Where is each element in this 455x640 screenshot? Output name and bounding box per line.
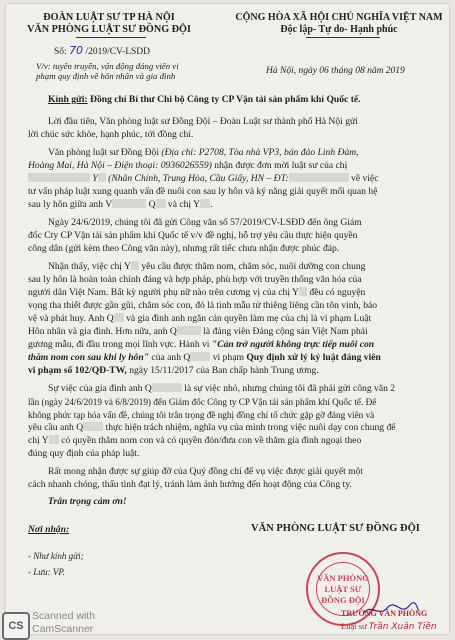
p2-line1 xyxy=(48,147,359,160)
name-prefix: Luật sư xyxy=(341,621,367,631)
number-prefix: Số: xyxy=(54,47,70,57)
p4-line6 xyxy=(28,326,368,339)
p4-text8c: vi phạm xyxy=(212,352,247,363)
p2-address: (Địa chỉ: P2708, Tòa nhà VP3, bán đảo Linh Đàm, xyxy=(161,147,359,158)
p4-text1b: yêu cầu được thăm nom, chăm sóc, nuôi dưỡng con chung xyxy=(141,261,366,272)
p4-text3b: đều có nguyện xyxy=(309,287,366,298)
seal-text: LUẬT SƯ xyxy=(324,583,362,594)
p4-text3: người dân Việt Nam. Bất kỳ người phụ nữ nào trên cương vị của chị Y xyxy=(28,287,299,298)
p4-quote: "Cản trở người không trực tiếp nuôi con xyxy=(211,339,375,350)
p6-line2: cách nhanh chóng, thấu tình đạt lý, tránh làm ảnh hưởng đến hoạt động của Công ty. xyxy=(28,479,352,490)
redaction xyxy=(289,173,349,182)
p3-line1: Ngày 24/6/2019, chúng tôi đã gửi Công văn số 57/2019/CV-LSĐD đến ông Giám xyxy=(48,217,362,228)
p2-text: Văn phòng luật sư Đồng Đội xyxy=(48,147,162,158)
p2-line4: tư vấn pháp luật xung quanh vấn đề nuôi con sau ly hôn và ký năng giải quyết mối quan hệ xyxy=(28,186,378,197)
p4-line1 xyxy=(48,261,365,274)
p4-line8 xyxy=(28,352,381,365)
p4-text5b: và gia đình anh ngăn cản quyền làm mẹ của chị là vi phạm Luật xyxy=(126,313,372,324)
camscanner-logo: CS xyxy=(2,612,30,640)
recipient-item: - Lưu: VP. xyxy=(28,567,65,577)
header-underline-right xyxy=(306,37,380,38)
p5-text4b: thực hiện trách nhiệm, nghĩa vụ của mình trong việc nuôi dạy con chung để xyxy=(105,422,396,433)
p5-line4 xyxy=(28,422,396,435)
p4-text5: vệ và phát huy. Anh Q xyxy=(28,313,114,324)
p5-line6: đúng quy định của pháp luật. xyxy=(28,448,140,459)
p2-phone: Hoàng Mai, Hà Nội – Điện thoại: 0936026559) xyxy=(28,160,212,171)
p2-line5: sau ly hôn giữa anh V Q và chị Y . xyxy=(28,199,213,210)
header-underline-left xyxy=(76,37,146,38)
greeting xyxy=(48,94,361,107)
p4-line9 xyxy=(28,365,319,378)
redaction xyxy=(190,352,210,361)
p4-text6: Hôn nhân và gia đình. Hơn nữa, anh Q xyxy=(28,326,177,337)
recipients-label: Nơi nhận: xyxy=(28,524,70,535)
redaction xyxy=(98,173,106,182)
document-date: Hà Nội, ngày 06 tháng 08 năm 2019 xyxy=(266,66,405,76)
subject-line-1: V/v: tuyên truyền, vận động đảng viên vi xyxy=(36,61,179,71)
scanner-watermark xyxy=(32,610,95,636)
p5-line2: lần (ngày 24/6/2019 và 6/8/2019) đến Giám đốc Công ty CP Vận tải sản phẩm khí Quốc tế. Để xyxy=(28,397,377,407)
number-suffix: /2019/CV-LSDD xyxy=(83,47,151,57)
p5-text5b: có quyền thăm nom con và có quyền đón/đưa con về thăm gia đình ngoại theo xyxy=(61,435,362,446)
national-title: CỘNG HÒA XÃ HỘI CHỦ NGHĨA VIỆT NAM xyxy=(235,12,443,23)
name-handwritten: Trần Xuân Tiền xyxy=(368,622,437,632)
p5-text1b: là sự việc nhỏ, nhưng chúng tôi đã phải gửi công văn 2 xyxy=(184,383,396,394)
p4-text8: của anh Q xyxy=(149,352,191,363)
law-office-name: VĂN PHÒNG LUẬT SƯ ĐỒNG ĐỘI xyxy=(27,24,191,35)
redaction xyxy=(28,173,90,182)
recipient-item: - Như kính gửi; xyxy=(28,551,84,561)
seal-text: ĐỒNG ĐỘI xyxy=(321,594,365,605)
greeting-recipient: Đồng chí Bí thư Chi bộ Công ty CP Vận tải sản phẩm khí Quốc tế. xyxy=(87,94,361,105)
p2-client-address: (Nhân Chính, Trung Hòa, Cầu Giấy, HN – ĐT: xyxy=(108,173,289,184)
redaction xyxy=(131,261,139,270)
p2-line2 xyxy=(28,160,347,173)
subject-line-2: phạm quy định về hôn nhân và gia đình xyxy=(36,71,176,81)
p5-line5 xyxy=(28,435,361,448)
p4-text: Nhận thấy, việc chị Y xyxy=(48,261,131,272)
redaction xyxy=(49,435,59,444)
document-page xyxy=(6,4,449,634)
p4-text7: gương mẫu, đi đầu trong mọi lĩnh vực. Hành vi xyxy=(28,339,212,350)
redaction xyxy=(112,199,146,208)
p2-line3 xyxy=(28,173,378,186)
redaction xyxy=(200,199,210,208)
handwritten-number: 70 xyxy=(69,44,84,57)
p4-line5 xyxy=(28,313,371,326)
p5-text: Sự việc của gia đình anh Q xyxy=(48,383,152,394)
p2-text5: sau ly hôn giữa anh V xyxy=(28,199,113,210)
signatory-name xyxy=(341,620,437,634)
p6-line1: Rất mong nhận được sự giúp đỡ của Quý đồng chí để vụ việc được giải quyết một xyxy=(48,466,364,477)
p4-text6b: là đảng viên Đảng cộng sản Việt Nam phải xyxy=(203,326,368,337)
p2-text6: và chị Y xyxy=(167,199,201,210)
national-motto: Độc lập- Tự do- Hạnh phúc xyxy=(280,24,398,35)
p5-line1 xyxy=(48,383,395,396)
signatory-title: TRƯỞNG VĂN PHÒNG xyxy=(341,609,428,618)
document-number xyxy=(54,44,150,57)
p4-line2: sau ly hôn là hoàn toàn chính đáng và hợp pháp, phù hợp với truyền thống văn hóa của xyxy=(28,274,362,285)
p4-quote-end: thăm nom con sau khi ly hôn" xyxy=(28,352,150,363)
p5-line3: không phức tạp hóa vấn đề, chúng tôi trân trọng đề nghị đồng chí tổ chức gặp gỡ đảng viên và xyxy=(28,410,375,420)
closing-thanks: Trân trọng cảm ơn! xyxy=(48,496,127,507)
redaction xyxy=(114,313,124,322)
p1-line2: lời chúc sức khỏe, hạnh phúc, tới đồng chí. xyxy=(28,129,194,140)
watermark-line: CamScanner xyxy=(32,623,94,635)
p4-line7 xyxy=(28,339,374,352)
p2-name-initial: Y xyxy=(92,173,98,184)
watermark-line: Scanned with xyxy=(32,610,96,622)
redaction xyxy=(156,199,166,208)
greeting-label: Kính gửi: xyxy=(48,94,88,105)
p3-line2: đốc Cty CP Vận tải sản phẩm khí Quốc tế v/v đề nghị, hỗ trợ yêu cầu thực hiện quyền xyxy=(28,230,358,241)
p4-regulation-number: vi phạm số 102/QĐ-TW, xyxy=(28,365,127,376)
p3-line3: công dân (gửi kèm theo Công văn này), nhưng rất tiếc chưa nhận được phúc đáp. xyxy=(28,243,340,254)
p1-line1: Lời đầu tiên, Văn phòng luật sư Đồng Đội – Đoàn Luật sư thành phố Hà Nội gửi xyxy=(48,116,358,127)
p4-regulation: Quy định xử lý kỷ luật đảng viên xyxy=(246,352,381,363)
signature-organization: VĂN PHÒNG LUẬT SƯ ĐỒNG ĐỘI xyxy=(251,523,420,534)
p5-text4: yêu cầu anh Q xyxy=(28,422,84,433)
p2-initial-q: Q xyxy=(148,199,156,210)
bar-association-name: ĐOÀN LUẬT SƯ TP HÀ NỘI xyxy=(43,12,175,23)
redaction xyxy=(152,383,182,392)
seal-text: VĂN PHÒNG xyxy=(317,572,369,583)
p4-line4: vọng tha thiết được gần gũi, chăm sóc con, đó là tình mẫu tử thiêng liêng cần tôn vinh, bảo xyxy=(28,300,378,311)
redaction xyxy=(299,287,307,296)
p4-line3 xyxy=(28,287,365,300)
p4-text9: ngày 15/11/2017 của Ban chấp hành Trung ương. xyxy=(126,365,319,376)
redaction xyxy=(177,326,201,335)
p2-text3: về việc xyxy=(351,173,379,184)
p5-text5: chị Y xyxy=(28,435,49,446)
p2-text2: nhận được đơn mời luật sư của chị xyxy=(211,160,348,171)
redaction xyxy=(83,422,103,431)
